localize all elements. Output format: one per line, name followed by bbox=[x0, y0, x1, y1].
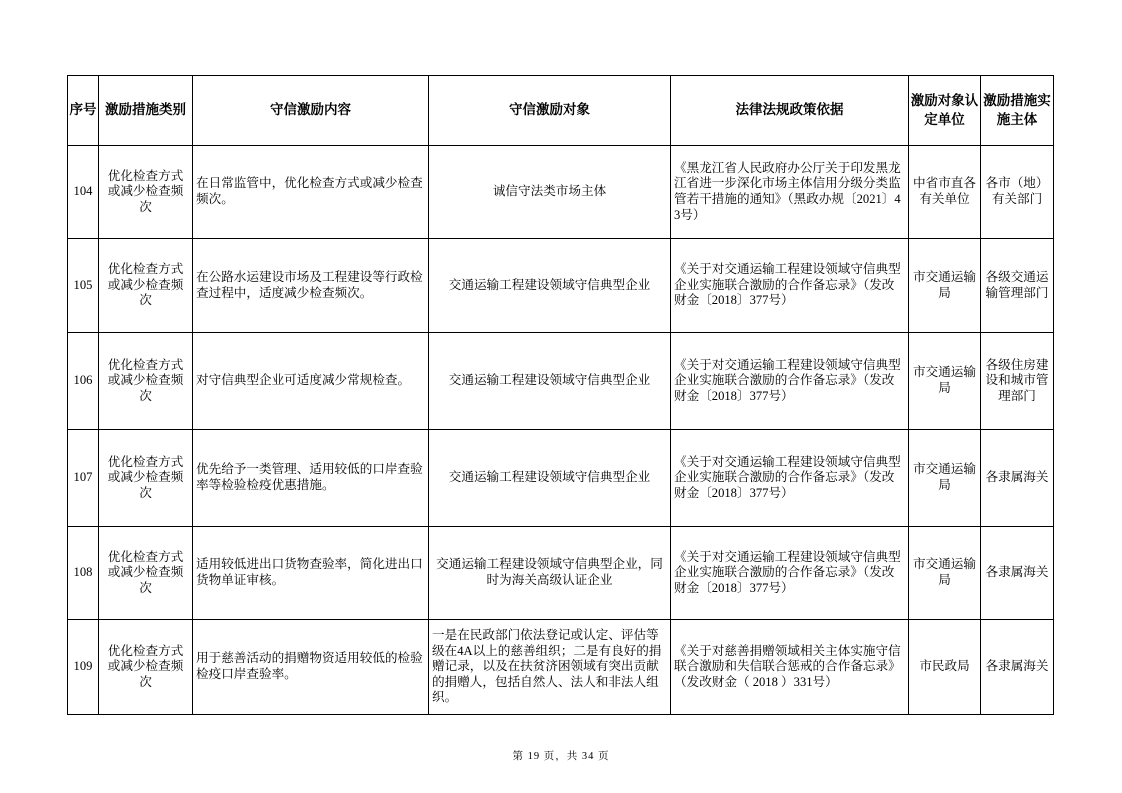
cell-legal-basis: 《关于对交通运输工程建设领域守信典型企业实施联合激励的合作备忘录》（发改财金〔2018〕377号） bbox=[671, 527, 909, 620]
cell-implementing-body: 各市（地）有关部门 bbox=[981, 146, 1054, 239]
header-row bbox=[68, 76, 1054, 146]
header-legal-basis: 法律法规政策依据 bbox=[671, 76, 909, 146]
cell-measure-category: 优化检查方式或减少检查频次 bbox=[99, 239, 193, 333]
cell-measure-category: 优化检查方式或减少检查频次 bbox=[99, 527, 193, 620]
table-row-108 bbox=[68, 527, 1054, 620]
cell-serial-number: 106 bbox=[68, 333, 99, 430]
table-row-109 bbox=[68, 620, 1054, 715]
cell-legal-basis: 《关于对交通运输工程建设领域守信典型企业实施联合激励的合作备忘录》（发改财金〔2018〕377号） bbox=[671, 430, 909, 527]
cell-incentive-content: 用于慈善活动的捐赠物资适用较低的检验检疫口岸查验率。 bbox=[193, 620, 429, 715]
cell-measure-category: 优化检查方式或减少检查频次 bbox=[99, 146, 193, 239]
cell-incentive-target: 诚信守法类市场主体 bbox=[429, 146, 671, 239]
cell-serial-number: 108 bbox=[68, 527, 99, 620]
incentive-measures-table bbox=[67, 75, 1054, 715]
cell-serial-number: 104 bbox=[68, 146, 99, 239]
cell-implementing-body: 各隶属海关 bbox=[981, 430, 1054, 527]
cell-measure-category: 优化检查方式或减少检查频次 bbox=[99, 620, 193, 715]
cell-determining-authority: 市交通运输局 bbox=[909, 527, 981, 620]
header-measure-category: 激励措施类别 bbox=[99, 76, 193, 146]
header-determining-authority: 激励对象认定单位 bbox=[909, 76, 981, 146]
cell-incentive-target: 交通运输工程建设领域守信典型企业 bbox=[429, 333, 671, 430]
cell-incentive-content: 在公路水运建设市场及工程建设等行政检查过程中，适度减少检查频次。 bbox=[193, 239, 429, 333]
table-row-105 bbox=[68, 239, 1054, 333]
cell-determining-authority: 市交通运输局 bbox=[909, 430, 981, 527]
header-incentive-content: 守信激励内容 bbox=[193, 76, 429, 146]
cell-determining-authority: 市民政局 bbox=[909, 620, 981, 715]
cell-legal-basis: 《关于对慈善捐赠领域相关主体实施守信联合激励和失信联合惩戒的合作备忘录》（发改财金（ 2018 ）331号） bbox=[671, 620, 909, 715]
cell-serial-number: 105 bbox=[68, 239, 99, 333]
cell-determining-authority: 市交通运输局 bbox=[909, 239, 981, 333]
cell-serial-number: 107 bbox=[68, 430, 99, 527]
table-row-106 bbox=[68, 333, 1054, 430]
cell-measure-category: 优化检查方式或减少检查频次 bbox=[99, 430, 193, 527]
cell-incentive-target: 交通运输工程建设领域守信典型企业，同时为海关高级认证企业 bbox=[429, 527, 671, 620]
cell-incentive-content: 优先给予一类管理、适用较低的口岸查验率等检验检疫优惠措施。 bbox=[193, 430, 429, 527]
page-number: 第 19 页，共 34 页 bbox=[512, 751, 610, 762]
cell-incentive-content: 适用较低进出口货物查验率，简化进出口货物单证审核。 bbox=[193, 527, 429, 620]
cell-serial-number: 109 bbox=[68, 620, 99, 715]
cell-implementing-body: 各级住房建设和城市管理部门 bbox=[981, 333, 1054, 430]
cell-legal-basis: 《黑龙江省人民政府办公厅关于印发黑龙江省进一步深化市场主体信用分级分类监管若干措施的通知》（黑政办规〔2021〕43号） bbox=[671, 146, 909, 239]
cell-determining-authority: 市交通运输局 bbox=[909, 333, 981, 430]
header-serial-number: 序号 bbox=[68, 76, 99, 146]
cell-incentive-content: 在日常监管中，优化检查方式或减少检查频次。 bbox=[193, 146, 429, 239]
cell-incentive-target: 交通运输工程建设领域守信典型企业 bbox=[429, 239, 671, 333]
cell-implementing-body: 各隶属海关 bbox=[981, 527, 1054, 620]
cell-incentive-target: 一是在民政部门依法登记或认定、评估等级在4A以上的慈善组织；二是有良好的捐赠记录，以及在扶贫济困领域有突出贡献的捐赠人，包括自然人、法人和非法人组织。 bbox=[429, 620, 671, 715]
cell-measure-category: 优化检查方式或减少检查频次 bbox=[99, 333, 193, 430]
header-incentive-target: 守信激励对象 bbox=[429, 76, 671, 146]
header-implementing-body: 激励措施实施主体 bbox=[981, 76, 1054, 146]
cell-implementing-body: 各隶属海关 bbox=[981, 620, 1054, 715]
table-row-104 bbox=[68, 146, 1054, 239]
cell-legal-basis: 《关于对交通运输工程建设领域守信典型企业实施联合激励的合作备忘录》（发改财金〔2018〕377号） bbox=[671, 239, 909, 333]
cell-incentive-target: 交通运输工程建设领域守信典型企业 bbox=[429, 430, 671, 527]
cell-determining-authority: 中省市直各有关单位 bbox=[909, 146, 981, 239]
cell-legal-basis: 《关于对交通运输工程建设领域守信典型企业实施联合激励的合作备忘录》（发改财金〔2018〕377号） bbox=[671, 333, 909, 430]
cell-implementing-body: 各级交通运输管理部门 bbox=[981, 239, 1054, 333]
cell-incentive-content: 对守信典型企业可适度减少常规检查。 bbox=[193, 333, 429, 430]
table-row-107 bbox=[68, 430, 1054, 527]
